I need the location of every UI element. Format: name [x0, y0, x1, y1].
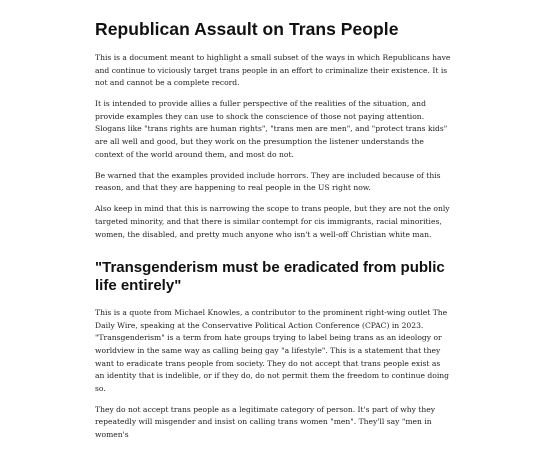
document-page [95, 18, 451, 450]
section-heading: "Transgenderism must be eradicated from public life entirely" [95, 259, 445, 295]
section-paragraph: This is a quote from Michael Knowles, a contributor to the prominent right-wing outlet The Daily Wire, speaking at the Conservative Political Action Conference (CPAC) in 2023. "Transgenderism" is a term from hate groups trying to label being trans as an ideology or worldview in the same way as calling being gay "a lifestyle". This is a statement that they want to eradicate trans people from society. They do not accept that trans people exist as an identity that is indelible, or if they do, do not permit them the freedom to continue doing so. [95, 308, 449, 393]
document-title: Republican Assault on Trans People [95, 19, 399, 39]
section-paragraph: They do not accept trans people as a legitimate category of person. It's part of why they repeatedly will misgender and insist on calling trans women "men". They'll say "men in women's [95, 404, 436, 440]
intro-paragraph: This is a document meant to highlight a small subset of the ways in which Republicans have and continue to viciously target trans people in an effort to criminalize their existence. It is not and cannot be a complete record. [95, 53, 451, 88]
intro-paragraph: Also keep in mind that this is narrowing the scope to trans people, but they are not the only targeted minority, and that there is similar contempt for cis immigrants, racial minorities, women, the disabled, and pretty much anyone who isn't a well-off Christian white man. [95, 204, 450, 239]
intro-paragraph: It is intended to provide allies a fuller perspective of the realities of the situation, and provide examples they can use to shock the conscience of those not paying attention. Slogans like "trans rights are human rights", "trans men are men", and "protect trans kids" are all well and good, but they work on the presumption the listener understands the context of the world around them, and most do not. [95, 99, 448, 159]
intro-paragraph: Be warned that the examples provided include horrors. They are included because of this reason, and that they are happening to real people in the US right now. [95, 170, 441, 193]
